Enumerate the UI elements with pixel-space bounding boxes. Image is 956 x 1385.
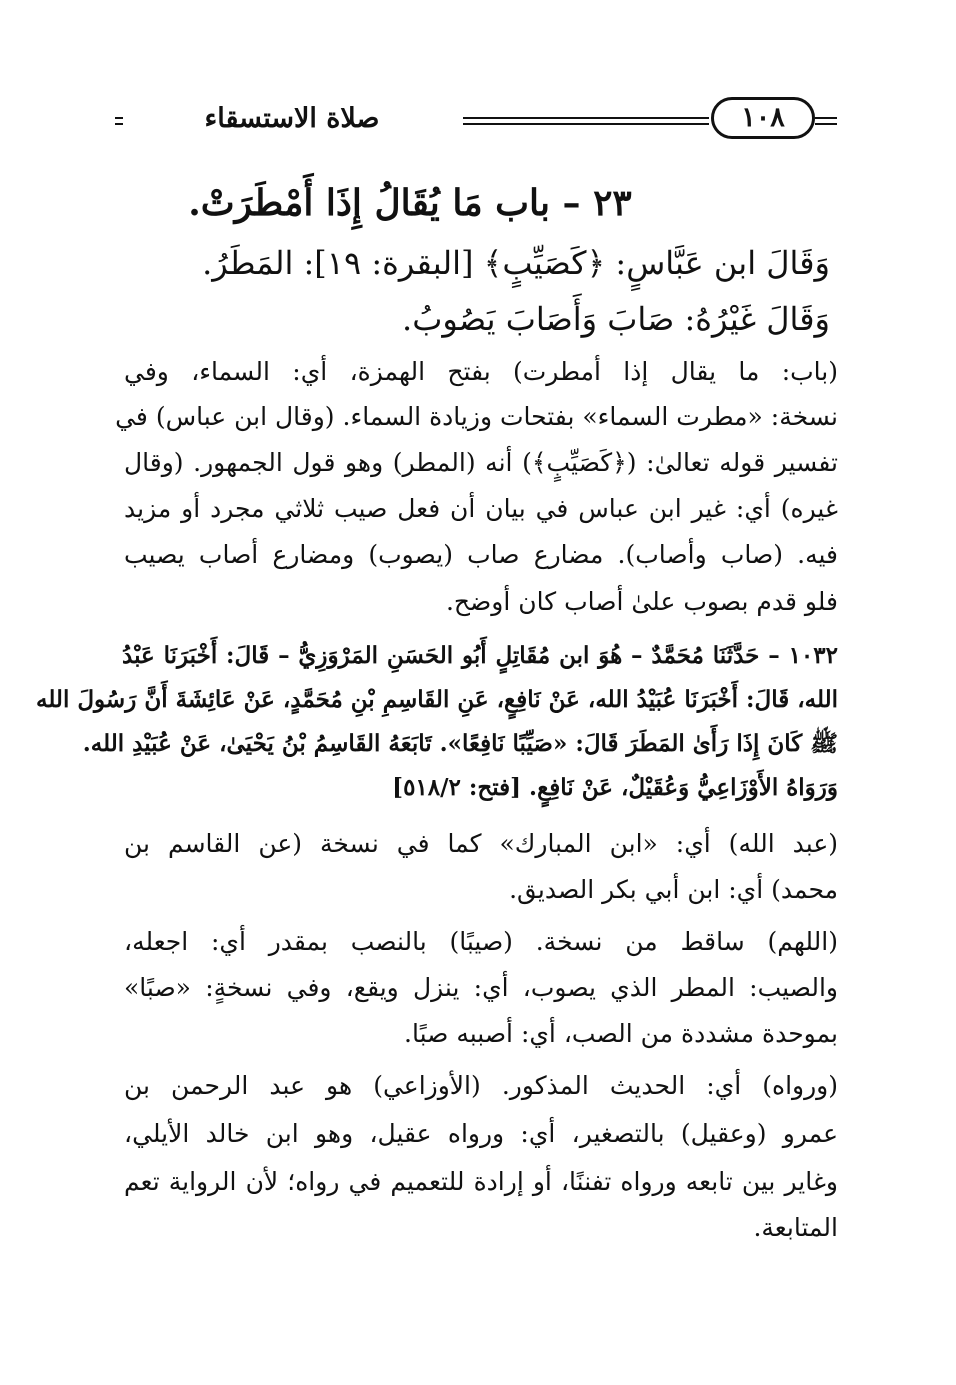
commentary-line: نسخة: «مطرت السماء» بفتحات وزيادة السماء. (وقال ابن عباس) في — [115, 402, 838, 431]
header-rule-left-2 — [115, 123, 123, 125]
commentary-line: (اللهم) ساقط من نسخة. (صيبًا) بالنصب بمقدر أي: اجعله، — [124, 927, 838, 956]
commentary-line: فلو قدم بصوب علىٰ أصاب كان أوضح. — [445, 587, 838, 616]
matn-line: وَقَالَ غَيْرُهُ: صَابَ وَأَصَابَ يَصُوبُ. — [402, 300, 830, 338]
header-rule-left — [115, 117, 123, 119]
commentary-line: تفسير قوله تعالىٰ: (﴿كَصَيِّبٍ﴾) أنه (المطر) وهو قول الجمهور. (وقال — [124, 448, 838, 477]
hadith-line: ١٠٣٢ – حَدَّثَنَا مُحَمَّدٌ – هُوَ ابن مُقَاتِلٍ أَبُو الحَسَنِ المَرْوَزِيُّ – قَالَ: أَخْبَرَنَا عَبْدُ — [122, 642, 838, 669]
commentary-line: محمد) أي: ابن أبي بكر الصديق. — [509, 875, 838, 904]
header-rule-middle — [463, 117, 709, 119]
commentary-line: (باب: ما يقال إذا أمطرت) بفتح الهمزة، أي: السماء، وفي — [124, 357, 838, 386]
matn-line: وَقَالَ ابن عَبَّاسٍ: ﴿كَصَيِّبٍ﴾ [البقرة: ١٩]: المَطَرُ. — [202, 244, 830, 282]
hadith-line: الله، قَالَ: أَخْبَرَنَا عُبَيْدُ الله، عَنْ نَافِعٍ، عَنِ القَاسِمِ بْنِ مُحَمَّدٍ، عَنْ عَائِشَةَ أَنَّ رَسُولَ الله — [35, 686, 838, 713]
commentary-line: غيره) أي: غير ابن عباس في بيان أن فعل صيب ثلاثي مجرد أو مزيد — [124, 494, 838, 523]
hadith-line: ﷺ كَانَ إِذَا رَأَىٰ المَطَرَ قَالَ: «صَيِّبًا نَافِعًا». تَابَعَهُ القَاسِمُ بْنُ يَحْيَىٰ، عَنْ عُبَيْدِ الله. — [82, 730, 838, 757]
page-number: ١٠٨ — [711, 97, 815, 139]
hadith-line: وَرَوَاهُ الأَوْزَاعِيُّ وَعُقَيْلٌ، عَنْ نَافِعٍ. [فتح: ٥١٨/٢] — [392, 774, 838, 801]
commentary-line: فيه. (صاب وأصاب). مضارع صاب (يصوب) ومضارع أصاب يصيب — [124, 540, 838, 569]
header-rule-right — [815, 117, 837, 119]
header-rule-middle-2 — [463, 123, 709, 125]
running-header — [115, 95, 837, 147]
running-title: صلاة الاستسقاء — [204, 103, 380, 134]
commentary-line: (ورواه) أي: الحديث المذكور. (الأوزاعي) هو عبد الرحمن بن — [124, 1071, 838, 1100]
commentary-line: والصيب: المطر الذي يصوب، أي: ينزل ويقع، وفي نسخةٍ: «صبًا» — [124, 973, 838, 1002]
commentary-line: وغاير بين تابعه ورواه تفننًا، أو إرادة للتعميم في رواه؛ لأن الرواية تعم — [124, 1167, 838, 1196]
chapter-title: ٢٣ – باب مَا يُقَالُ إِذَا أَمْطَرَتْ. — [188, 182, 632, 224]
commentary-line: (عبد الله) أي: «ابن المبارك» كما في نسخة (عن القاسم بن — [124, 829, 838, 858]
commentary-line: بموحدة مشددة من الصب، أي: أصببه صبًا. — [404, 1019, 838, 1048]
header-rule-right-2 — [815, 123, 837, 125]
commentary-line: المتابعة. — [753, 1213, 838, 1242]
commentary-line: عمرو (وعقيل) بالتصغير، أي: ورواه عقيل، وهو ابن خالد الأيلي، — [124, 1119, 838, 1148]
